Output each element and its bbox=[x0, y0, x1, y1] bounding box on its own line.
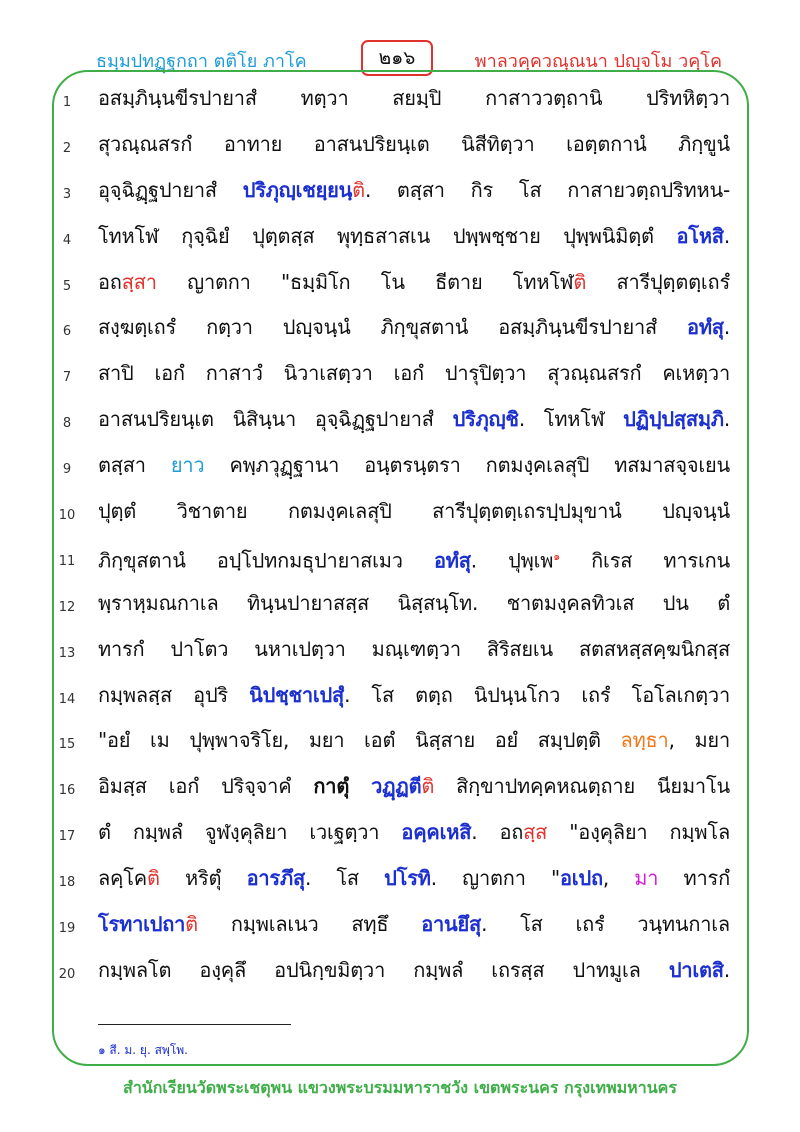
highlighted-word: ลทฺธา bbox=[620, 728, 669, 753]
line-text bbox=[98, 632, 730, 666]
text-line bbox=[50, 719, 730, 765]
emphasized-verb: อโหสิ bbox=[676, 223, 724, 248]
text-line bbox=[50, 169, 730, 215]
text-segment: สุวณฺณสรกํ อาทาย อาสนปริยนฺเต นิสีทิตฺวา เอตฺตกานํ ภิกฺขูนํ bbox=[98, 131, 730, 156]
line-number: 8 bbox=[62, 416, 72, 432]
highlighted-word: ยาว bbox=[170, 453, 205, 478]
text-segment: ทารกํ bbox=[658, 866, 730, 891]
line-text bbox=[98, 540, 730, 578]
text-segment: อาสนปริยนฺเต นิสินฺนา อุจฺฉิฏฺฐปายาสํ bbox=[98, 407, 453, 432]
footnote-divider bbox=[98, 1024, 291, 1025]
text-line bbox=[50, 674, 730, 720]
line-number: 3 bbox=[62, 186, 72, 202]
text-segment: สารีปุตฺตตฺเถรํ bbox=[586, 269, 730, 294]
bold-word: กาตุํ bbox=[313, 774, 350, 799]
line-text bbox=[98, 586, 730, 620]
emphasized-verb: ปาเตสิ bbox=[668, 957, 724, 982]
line-number: 20 bbox=[58, 966, 76, 982]
highlighted-word: มา bbox=[634, 866, 659, 891]
text-segment: อิมสฺส เอกํ ปริจฺจาคํ bbox=[98, 774, 314, 799]
text-segment: ภิกฺขุสตานํ อปฺโปทกมธุปายาสเมว bbox=[98, 548, 434, 573]
text-segment: . bbox=[723, 223, 730, 248]
line-number: 5 bbox=[62, 278, 72, 294]
line-text bbox=[98, 81, 730, 115]
text-body bbox=[50, 77, 730, 995]
text-segment: ทารกํ ปาโตว นหาเปตฺวา มณฺเฑตฺวา สิริสยเน สตสหสฺสคฺฆนิกสฺส bbox=[98, 636, 730, 661]
text-segment: . ปุพฺเพ bbox=[470, 548, 554, 573]
chapter-title: พาลวคฺควณฺณนา ปญฺจโม วคฺโค bbox=[474, 51, 722, 72]
text-segment: พฺราหฺมณกาเล ทินฺนปายาสสฺส นิสฺสนฺโท. ชาตมงฺคลทิวเส ปน ตํ bbox=[98, 590, 730, 615]
line-number: 19 bbox=[58, 921, 76, 937]
emphasized-verb: นิปชฺชาเปสุํ bbox=[249, 682, 345, 707]
text-line bbox=[50, 490, 730, 536]
line-text bbox=[98, 310, 730, 344]
text-segment: ญาตกา "ธมฺมิโก โน ธีตาย โทหโฬ bbox=[156, 269, 574, 294]
line-text bbox=[98, 356, 730, 390]
text-segment: . โส bbox=[304, 866, 385, 891]
text-segment: . โส เถรํ วนฺทนกาเล bbox=[481, 912, 730, 937]
text-segment: , bbox=[602, 866, 635, 891]
emphasized-verb: ปฏิปฺปสฺสมฺภิ bbox=[623, 407, 724, 432]
emphasized-verb: ปโรทิ bbox=[384, 866, 431, 891]
line-number: 14 bbox=[58, 691, 76, 707]
line-text bbox=[98, 173, 730, 207]
text-line bbox=[50, 582, 730, 628]
emphasized-verb: อคฺคเหสิ bbox=[401, 820, 472, 845]
line-text bbox=[98, 219, 730, 253]
text-segment: สาปิ เอกํ กาสาวํ นิวาเสตฺวา เอกํ ปารุปิตฺวา สุวณฺณสรกํ คเหตฺวา bbox=[98, 361, 730, 386]
text-segment: ลคฺโค bbox=[98, 866, 147, 891]
text-segment: สิกฺขาปทคฺคหณตฺถาย นียมาโน bbox=[434, 774, 730, 799]
highlighted-particle: สฺส bbox=[523, 820, 548, 845]
text-line bbox=[50, 352, 730, 398]
line-number: 17 bbox=[58, 829, 76, 845]
text-segment: . ตสฺสา กิร โส กาสายวตฺถปริทหน- bbox=[364, 177, 731, 202]
text-segment: อสมฺภินฺนขีรปายาสํ ทตฺวา สยมฺปิ กาสาววตฺถานิ ปริทหิตฺวา bbox=[98, 86, 730, 110]
highlighted-particle: สฺสา bbox=[121, 269, 157, 294]
text-segment: . โส ตตฺถ นิปนฺนโกว เถรํ โอโลเกตฺวา bbox=[344, 682, 730, 707]
emphasized-verb: วฏฺฏตี bbox=[371, 774, 422, 799]
text-line bbox=[50, 77, 730, 123]
text-line bbox=[50, 123, 730, 169]
line-number: 12 bbox=[58, 599, 76, 615]
line-number: 6 bbox=[62, 324, 72, 340]
text-segment: คพฺภวุฏฺฐานา อนฺตรนฺตรา กตมงฺคเลสุปิ ทสมาสจฺจเยน bbox=[204, 453, 730, 478]
text-segment: หริตุํ bbox=[159, 866, 247, 891]
text-segment: . ญาตกา " bbox=[430, 866, 560, 891]
text-segment: , มยา bbox=[668, 728, 730, 753]
emphasized-verb: อานยึสุ bbox=[421, 912, 482, 937]
footnote: ๑ สี. ม. ยุ. สพฺโพ. bbox=[98, 1043, 188, 1057]
text-segment: สงฺฆตฺเถรํ กตฺวา ปญฺจนฺนํ ภิกฺขุสตานํ อสมฺภินฺนขีรปายาสํ bbox=[98, 315, 688, 340]
line-number: 13 bbox=[58, 645, 76, 661]
text-line bbox=[50, 444, 730, 490]
text-segment: กมฺพเลเนว สทฺธึ bbox=[197, 912, 422, 937]
text-segment: อุจฺฉิฏฺฐปายาสํ bbox=[98, 177, 243, 202]
line-number: 1 bbox=[62, 95, 72, 110]
text-segment: กิเรส ทารเกน bbox=[559, 548, 730, 573]
text-segment: . โทหโฬ bbox=[518, 407, 624, 432]
line-text bbox=[98, 953, 730, 987]
text-line bbox=[50, 306, 730, 352]
line-text bbox=[98, 265, 730, 299]
line-number: 9 bbox=[62, 462, 72, 478]
text-segment: . bbox=[723, 315, 730, 340]
text-segment: กมฺพลสฺส อุปริ bbox=[98, 682, 250, 707]
line-text bbox=[98, 907, 730, 941]
line-number: 15 bbox=[58, 737, 76, 753]
emphasized-verb: โรทาเปถา bbox=[98, 912, 186, 937]
text-segment: . bbox=[723, 957, 730, 982]
text-segment: . อถ bbox=[471, 820, 524, 845]
text-line bbox=[50, 857, 730, 903]
line-number: 16 bbox=[58, 783, 76, 799]
line-text bbox=[98, 678, 730, 712]
text-line bbox=[50, 811, 730, 857]
emphasized-verb: อทํสุ bbox=[687, 315, 724, 340]
line-number: 2 bbox=[62, 140, 72, 156]
line-number: 10 bbox=[58, 508, 76, 524]
text-line bbox=[50, 628, 730, 674]
line-text bbox=[98, 723, 730, 757]
text-segment: . bbox=[723, 407, 730, 432]
line-text bbox=[98, 402, 730, 436]
text-segment: "องฺคุลิยา กมฺพโล bbox=[547, 820, 730, 845]
line-number: 4 bbox=[62, 232, 72, 248]
text-segment: ปุตฺตํ วิชาตาย กตมงฺคเลสุปิ สารีปุตฺตตฺเถรปฺปมุขานํ ปญฺจนฺนํ bbox=[98, 499, 730, 524]
text-segment: ตํ กมฺพลํ จูฬงฺคุลิยา เวเฐตฺวา bbox=[98, 820, 402, 845]
text-segment: "อยํ เม ปุพฺพาจริโย, มยา เอตํ นิสฺสาย อยํ สมฺปตฺติ bbox=[98, 728, 621, 753]
page-footer: สำนักเรียนวัดพระเชตุพน แขวงพระบรมมหาราชวัง เขตพระนคร กรุงเทพมหานคร bbox=[123, 1078, 677, 1097]
text-line bbox=[50, 398, 730, 444]
line-text bbox=[98, 861, 730, 895]
highlighted-particle: ติ bbox=[573, 269, 587, 294]
book-title: ธมฺมปทฏฺฐกถา ตติโย ภาโค bbox=[96, 51, 307, 72]
text-segment: อถ bbox=[98, 269, 122, 294]
line-number: 18 bbox=[58, 875, 76, 891]
highlighted-particle: ติ bbox=[185, 912, 198, 937]
line-text bbox=[98, 815, 730, 849]
line-text bbox=[98, 127, 730, 161]
line-text bbox=[98, 448, 730, 482]
emphasized-verb: ปริภุญฺชิ bbox=[452, 407, 519, 432]
text-line bbox=[50, 536, 730, 582]
highlighted-particle: ติ bbox=[421, 774, 435, 799]
highlighted-particle: ติ bbox=[352, 177, 365, 202]
text-segment: กมฺพลโต องฺคุลึ อปนิกฺขมิตฺวา กมฺพลํ เถรสฺส ปาทมูเล bbox=[98, 957, 669, 982]
emphasized-verb: อารภึสุ bbox=[246, 866, 305, 891]
emphasized-verb: ปริภุญฺเชยฺยนฺ bbox=[242, 177, 353, 202]
text-line bbox=[50, 949, 730, 995]
text-segment bbox=[349, 774, 371, 798]
emphasized-verb: อทํสุ bbox=[433, 548, 471, 573]
emphasized-verb: อเปถ bbox=[560, 866, 603, 891]
line-number: 7 bbox=[62, 370, 72, 386]
footnote-marker: ๑ bbox=[553, 549, 560, 563]
text-line bbox=[50, 215, 730, 261]
page-number-box: ๒๑๖ bbox=[361, 40, 433, 76]
text-segment: โทหโฬ กุจฺฉิยํ ปุตฺตสฺส พุทฺธสาสเน ปพฺพชฺชาย ปุพฺพนิมิตฺตํ bbox=[98, 223, 677, 248]
text-line bbox=[50, 903, 730, 949]
text-line bbox=[50, 261, 730, 307]
line-text bbox=[98, 494, 730, 528]
text-line bbox=[50, 765, 730, 811]
line-number: 11 bbox=[58, 553, 76, 569]
text-segment: ตสฺสา bbox=[98, 453, 171, 478]
line-text bbox=[98, 769, 730, 803]
highlighted-particle: ติ bbox=[146, 866, 160, 891]
